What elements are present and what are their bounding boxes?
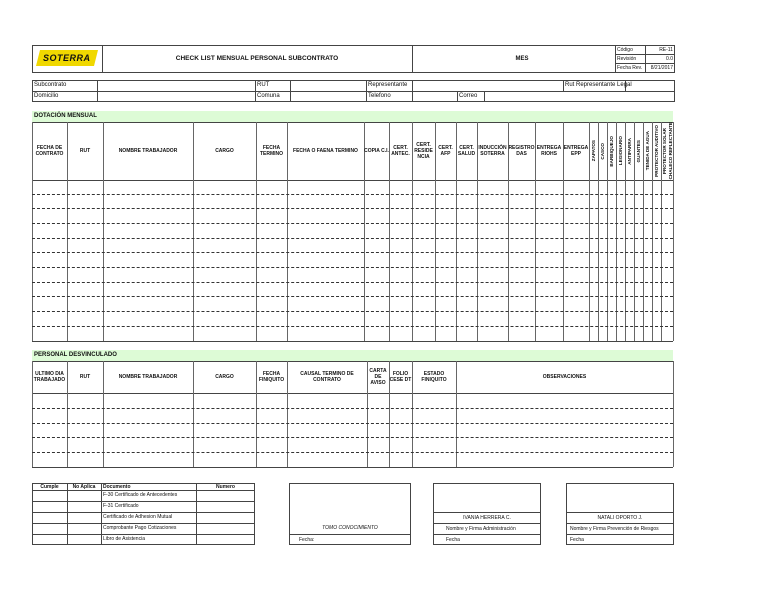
section-title-desvinculado: PERSONAL DESVINCULADO	[34, 352, 117, 358]
field-telefono: Telefono	[368, 93, 391, 99]
field-comuna: Comuna	[257, 93, 280, 99]
doc-item: Certificado de Adhesion Mutual	[103, 514, 173, 520]
docs-header-documento: Documento	[103, 484, 131, 490]
col-epp-casco: CASCO	[600, 142, 605, 160]
doc-item: Comprobante Pago Cotizaciones	[103, 525, 177, 531]
col-observaciones: OBSERVACIONES	[542, 374, 587, 380]
col-causal-termino: CAUSAL TERMINO DE CONTRATO	[300, 371, 354, 383]
mes-label: MES	[515, 55, 529, 62]
col-epp-legionario: LEGIONARIO	[618, 136, 623, 166]
col-cert-antec: CERT. ANTEC.	[391, 145, 410, 157]
col-cert-salud: CERT. SALUD	[457, 145, 476, 157]
field-subcontrato: Subcontrato	[34, 82, 67, 88]
doc-item: F-31 Certificado	[103, 503, 139, 509]
signature-fecha-conocimiento: Fecha:	[299, 537, 315, 543]
col-epp-barbiquejo: BARBIQUEJO	[609, 135, 614, 167]
field-rut-representante: Rut Representante Legal	[565, 82, 632, 88]
doc-item: Libro de Asistencia	[103, 536, 145, 542]
section-dotacion	[32, 111, 673, 122]
col-entrega-epp: ENTREGA EPP	[563, 145, 589, 157]
logo	[36, 50, 98, 66]
table-row	[32, 311, 673, 312]
col-nombre: NOMBRE TRABAJADOR	[118, 148, 178, 154]
col-entrega-riohs: ENTREGA RIOHS	[536, 145, 562, 157]
meta-label: Fecha Rev.	[617, 65, 643, 71]
col-epp-protector-solar: PROTECTOR SOLAR	[661, 127, 667, 175]
field-rut: RUT	[257, 82, 270, 88]
field-domicilio: Domicilio	[34, 93, 59, 99]
col-nombre: NOMBRE TRABAJADOR	[118, 374, 178, 380]
signature-role-prevencion: Nombre y Firma Prevención de Riesgos	[570, 526, 659, 532]
doc-item: F-30 Certificado de Antecedentes	[103, 492, 178, 498]
table-row	[32, 408, 673, 409]
col-fecha-contrato: FECHA DE CONTRATO	[35, 145, 64, 157]
table-row	[32, 208, 673, 209]
signature-fecha-prevencion: Fecha	[570, 537, 584, 543]
signature-name-prevencion: NATALI OPORTO J.	[597, 515, 643, 521]
table-row	[32, 223, 673, 224]
signature-fecha-admin: Fecha	[446, 537, 460, 543]
signature-box-conocimiento	[289, 483, 411, 545]
table-row	[32, 452, 673, 453]
section-title-dotacion: DOTACIÓN MENSUAL	[34, 113, 97, 119]
field-correo: Correo	[459, 93, 478, 99]
col-cargo: CARGO	[215, 374, 234, 380]
table-row	[32, 238, 673, 239]
col-fecha-termino: FECHA TERMINO	[259, 145, 284, 157]
col-ultimo-dia: ULTIMO DIA TRABAJADO	[33, 371, 66, 383]
col-epp-protector-auditivo: PROTECTOR AUDITIVO	[654, 125, 659, 177]
docs-header-no-aplica: No Aplica	[72, 483, 96, 490]
col-cert-afp: CERT. AFP	[438, 145, 453, 157]
table-row	[32, 194, 673, 195]
meta-value: 8/21/2017	[650, 65, 673, 71]
section-desvinculado	[32, 350, 673, 361]
col-epp-chaleco: CHALECO REFLECTANTE	[667, 122, 673, 180]
docs-header-numero: Numero	[216, 483, 235, 490]
signature-role-admin: Nombre y Firma Administración	[446, 526, 516, 532]
col-fecha-finiquito: FECHA FINIQUITO	[258, 371, 285, 383]
signature-name-admin: IVANIA HERRERA C.	[463, 515, 511, 521]
page-title: CHECK LIST MENSUAL PERSONAL SUBCONTRATO	[175, 55, 339, 62]
col-epp-antiparra: ANTIPARRA	[627, 137, 632, 165]
meta-value: 0.0	[666, 56, 673, 62]
col-epp-guantes: GUANTES	[636, 139, 641, 163]
field-representante: Representante	[368, 82, 408, 88]
col-epp-zapatos: ZAPATOS	[591, 140, 596, 162]
table-row	[32, 296, 673, 297]
logo-text: SOTERRA	[43, 53, 91, 63]
col-copia-ci: COPIA C.I.	[364, 148, 389, 154]
table-row	[32, 252, 673, 253]
col-induccion: INDUCCIÓN SOTERRA	[478, 145, 507, 157]
col-folio-cese: FOLIO CESE DT	[389, 371, 412, 383]
signature-label-conocimiento: TOMO CONOCIMIENTO	[322, 525, 378, 531]
table-row	[32, 437, 673, 438]
col-cargo: CARGO	[215, 148, 234, 154]
table-row	[32, 423, 673, 424]
meta-value: RE-11	[659, 47, 673, 53]
col-epp-tenida-agua: TENIDA DE AGUA	[645, 131, 650, 171]
col-carta-aviso: CARTA DE AVISO	[369, 368, 387, 386]
table-row	[32, 267, 673, 268]
col-rut: RUT	[79, 374, 91, 380]
col-cert-residencia: CERT. RESIDE NCIA	[414, 142, 433, 160]
docs-header-cumple: Cumple	[40, 483, 59, 490]
col-faena-termino: FECHA O FAENA TERMINO	[293, 148, 358, 154]
col-estado-finiquito: ESTADO FINIQUITO	[421, 371, 447, 383]
meta-label: Código	[617, 47, 633, 53]
col-rut: RUT	[79, 148, 91, 154]
col-registro-das: REGISTRO DAS	[508, 145, 535, 157]
table-row	[32, 326, 673, 327]
table-row	[32, 282, 673, 283]
meta-label: Revisión	[617, 56, 637, 62]
